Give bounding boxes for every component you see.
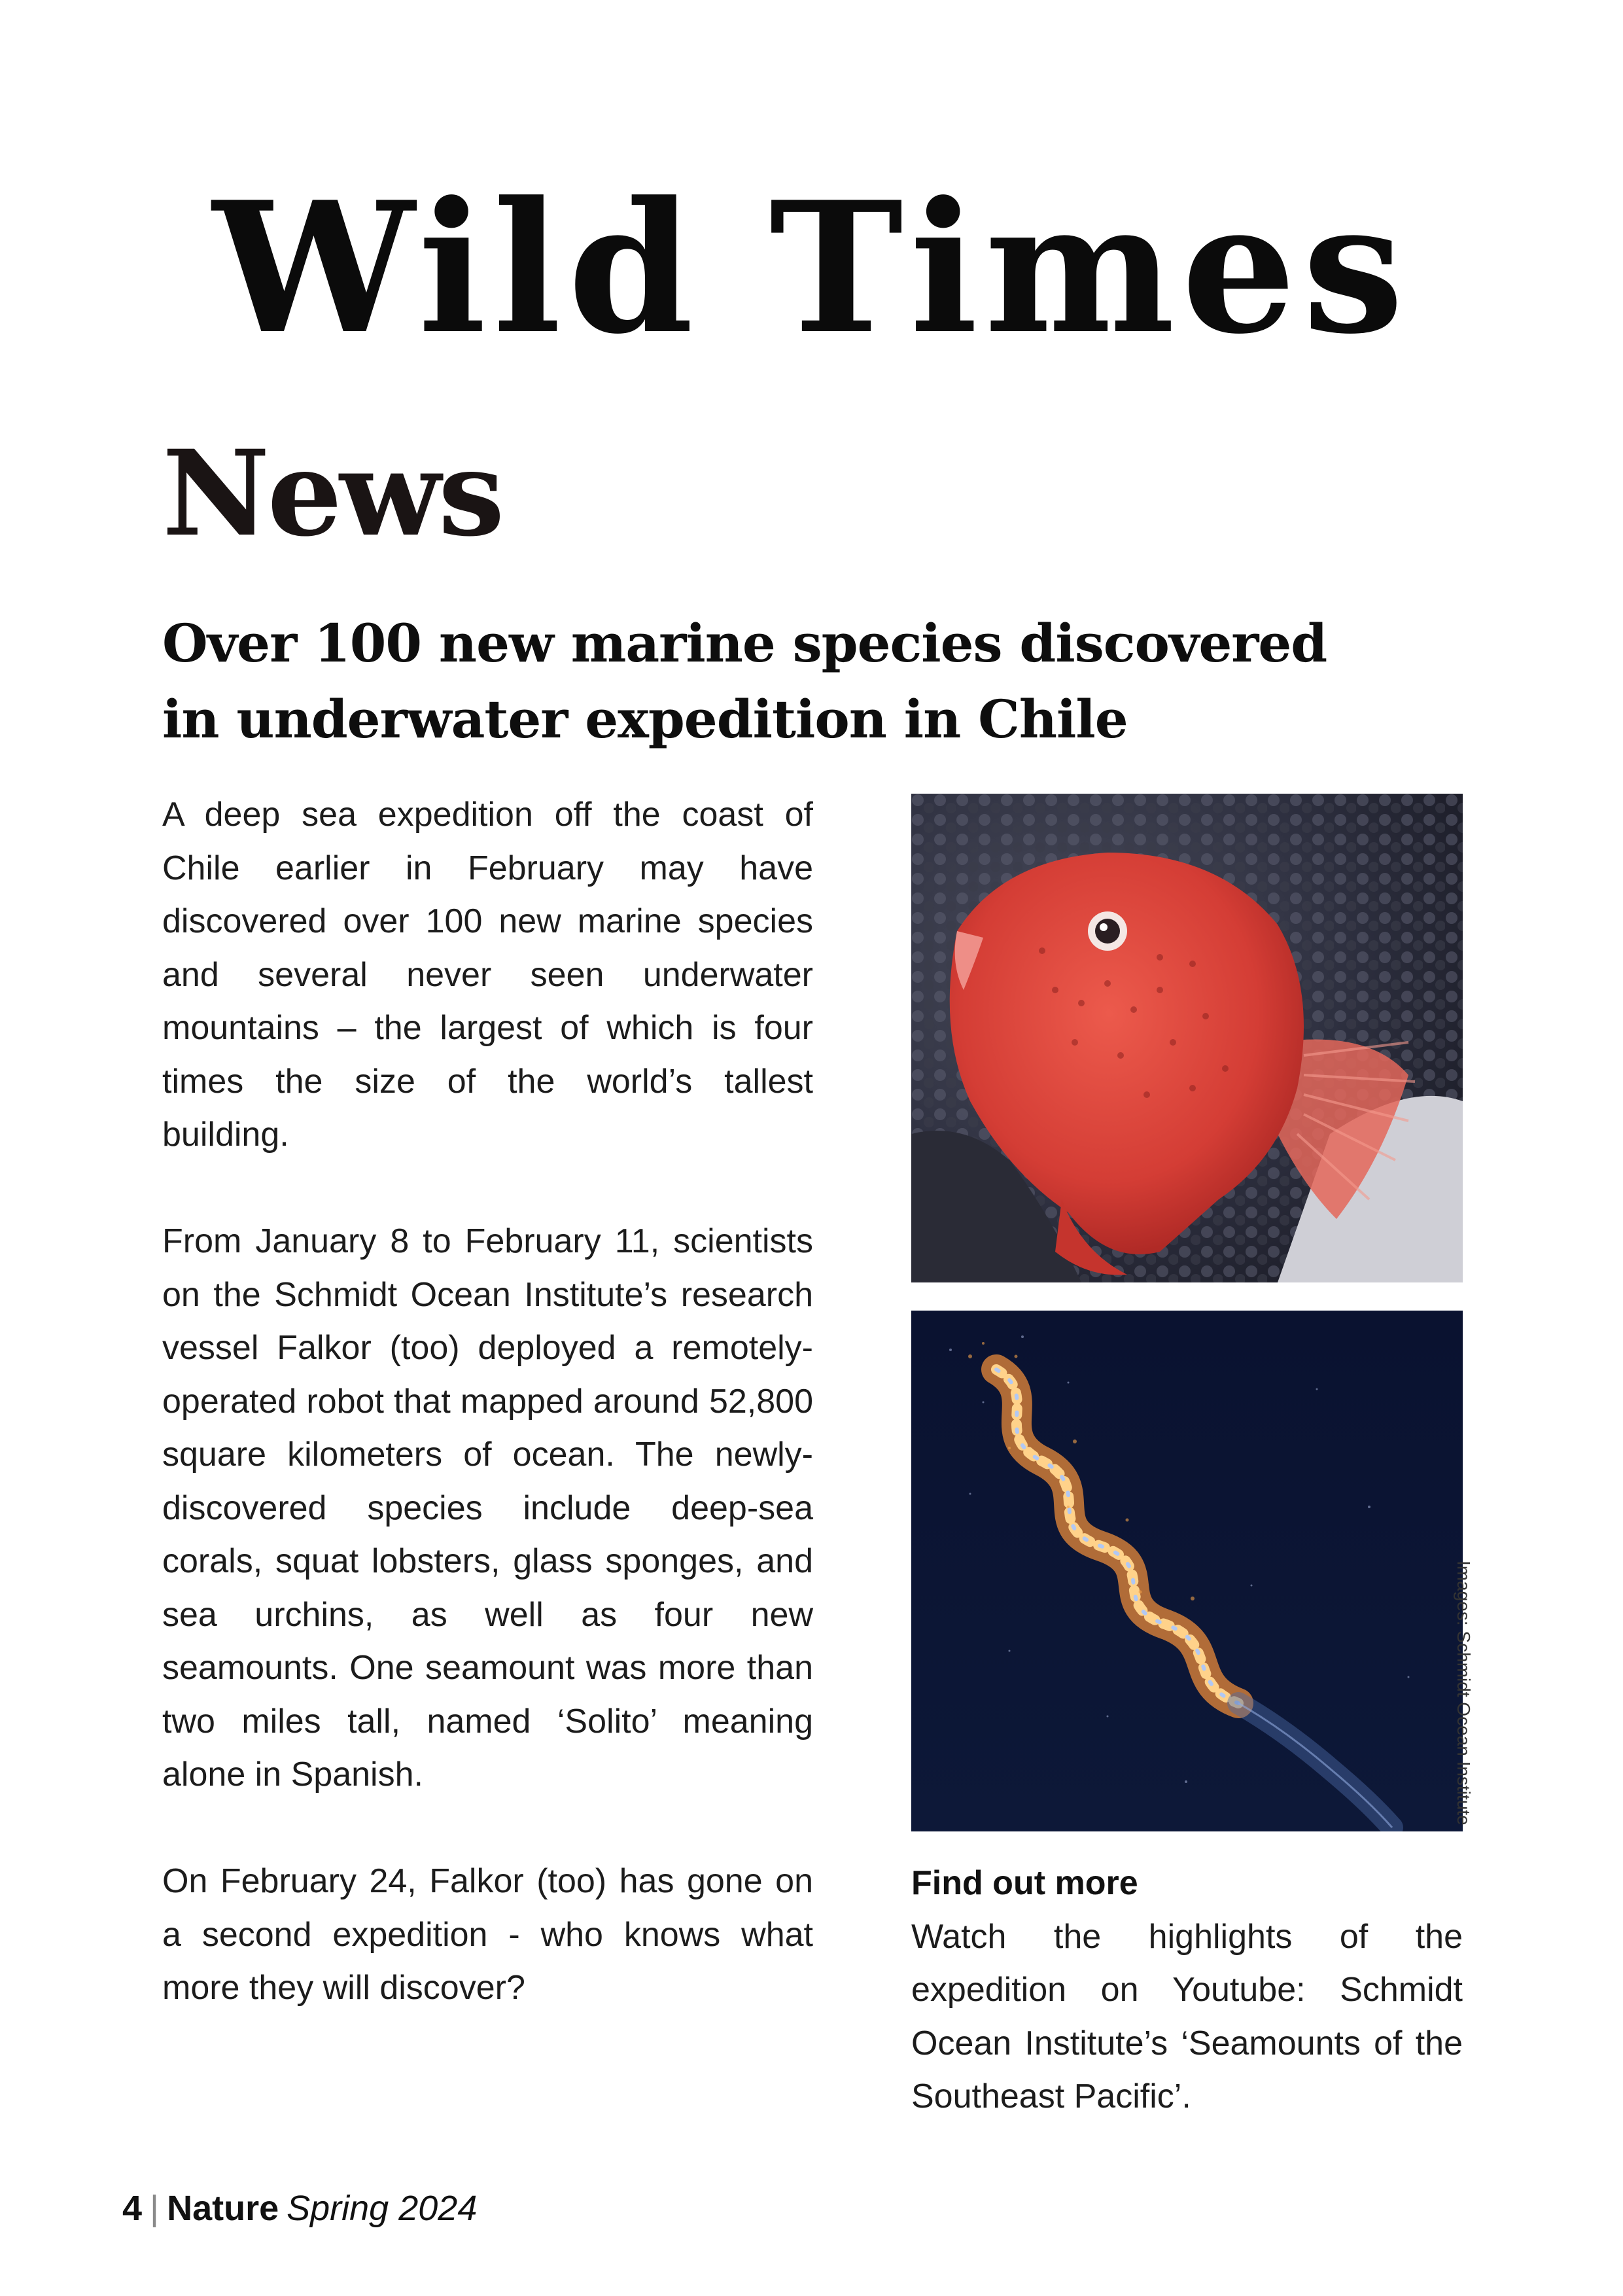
headline-line-1: Over 100 new marine species discovered bbox=[162, 612, 1327, 674]
paragraph-3: On February 24, Falkor (too) has gone on a second expedition - who knows what more they will discover? bbox=[162, 1862, 813, 2007]
footer-separator: | bbox=[150, 2189, 160, 2228]
image-credit: Images: Schmidt Ocean Institute bbox=[1454, 1561, 1474, 1826]
article-body bbox=[162, 788, 813, 2068]
masthead-title: Wild Times bbox=[213, 162, 1410, 374]
headline-line-2: in underwater expedition in Chile bbox=[162, 688, 1128, 750]
paragraph-2: From January 8 to February 11, scientists on the Schmidt Ocean Institute’s research vessel Falkor (too) deployed a remotely-operated robot that mapped around 52,800 square kilometers of ocean. The newly-discovered species include deep-sea corals, squat lobsters, glass sponges, and sea urchins, as well as four new seamounts. One seamount was more than two miles tall, named ‘Solito’ meaning alone in Spanish. bbox=[162, 1222, 813, 1793]
red-fish-photo bbox=[911, 794, 1463, 1282]
find-out-more-box bbox=[911, 1857, 1463, 2124]
paragraph-1: A deep sea expedition off the coast of Chile earlier in February may have discovered over 100 new marine species and several never seen underwater mountains – the largest of which is four times the size of the world’s tallest building. bbox=[162, 796, 813, 1154]
page-footer bbox=[122, 2185, 477, 2231]
article-headline bbox=[162, 605, 1340, 757]
issue-date: Spring 2024 bbox=[287, 2189, 478, 2228]
find-out-more-text: Watch the highlights of the expedition on Youtube: Schmidt Ocean Institute’s ‘Seamounts of the Southeast Pacific’. bbox=[911, 1917, 1463, 2115]
siphonophore-photo bbox=[911, 1311, 1463, 1831]
find-out-more-title: Find out more bbox=[911, 1864, 1138, 1902]
section-title: News bbox=[162, 425, 502, 563]
magazine-name: Nature bbox=[167, 2189, 279, 2228]
page-number: 4 bbox=[122, 2189, 143, 2228]
